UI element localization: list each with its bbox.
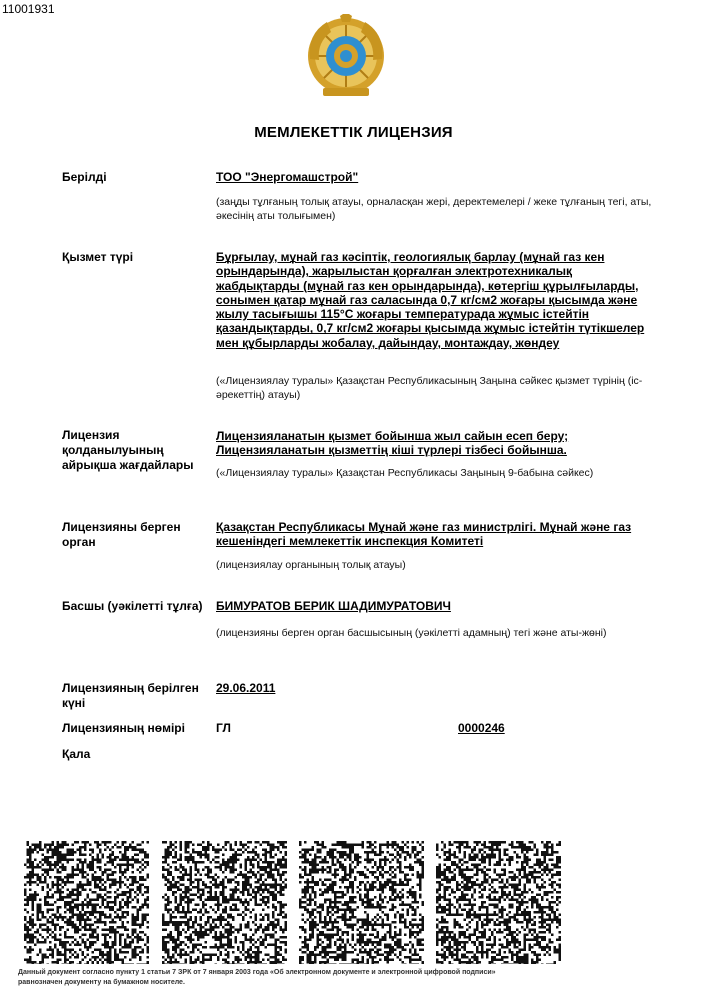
conditions-value: Лицензияланатын қызмет бойынша жыл сайын есеп беру; Лицензияланатын қызметтің кіші түрлері тізбесі бойынша. (216, 429, 569, 458)
conditions-note: («Лицензиялау туралы» Қазақстан Республикасы Заңының 9-бабына сәйкес) (216, 467, 594, 479)
issued-to-value: ТОО "Энергомашстрой" (216, 170, 359, 184)
conditions-label: Лицензия қолданылуының айрықша жағдайлары (62, 428, 194, 472)
license-number-label: Лицензияның нөмірі (62, 721, 185, 735)
license-series: ГЛ (216, 721, 231, 735)
activity-type-value: Бұрғылау, мұнай газ кәсіптік, геологиялық барлау (мұнай газ кен орындарында), жарылыстан қорғалған электротехникалық жабдықтарды (мұнай газ кен орындарында), көтергіш құрылғыларды, сонымен қатар мұнай газ саласында 0,7 кг/см2 жоғары қысымда және жылу тасығышы 115°С жоғары температурада жұмыс істейтін қазандықтарды, 0,7 кг/см2 жоғары қысымда жұмыс істейтін түтікшелер мен құбырларды жобалау, дайындау, монтаждау, жөндеу (216, 250, 645, 350)
activity-type-label: Қызмет түрі (62, 250, 134, 264)
qr-code-3 (299, 841, 424, 964)
issue-date-label: Лицензияның берілген күні (62, 681, 199, 710)
license-number-value: 0000246 (458, 721, 505, 735)
issued-to-label: Берілді (62, 170, 107, 184)
head-value: БИМУРАТОВ БЕРИК ШАДИМУРАТОВИЧ (216, 599, 451, 613)
qr-code-4 (436, 841, 561, 964)
issuing-body-note: (лицензиялау органының толық атауы) (216, 559, 406, 571)
document-number: 11001931 (2, 2, 55, 16)
head-note: (лицензияны берген орган басшысының (уәкілетті адамның) тегі және аты-жөні) (216, 627, 607, 639)
issued-to-note: (заңды тұлғаның толық атауы, орналасқан жері, деректемелері / жеке тұлғаның тегі, аты, әкесінің аты толығымен) (216, 196, 652, 222)
document-title: МЕМЛЕКЕТТІК ЛИЦЕНЗИЯ (254, 124, 453, 141)
footer-line-2: равнозначен документу на бумажном носителе. (18, 979, 185, 986)
qr-code-2 (162, 841, 287, 964)
footer-line-1: Данный документ согласно пункту 1 статьи 7 ЗРК от 7 января 2003 года «Об электронном документе и электронной цифровой подписи» (18, 969, 496, 976)
issuing-body-label: Лицензияны берген орган (62, 520, 181, 549)
qr-code-1 (24, 841, 149, 964)
issue-date-value: 29.06.2011 (216, 681, 276, 695)
activity-type-note: («Лицензиялау туралы» Қазақстан Республикасының Заңына сәйкес қызмет түрінің (іс-әрекеттің) атауы) (216, 375, 643, 401)
issuing-body-value: Қазақстан Республикасы Мұнай және газ министрлігі. Мұнай және газ кешеніндегі мемлекеттік инспекция Комитеті (216, 520, 632, 549)
city-label: Қала (62, 747, 91, 761)
kazakhstan-emblem-icon (305, 14, 387, 100)
footer-note (18, 968, 618, 988)
head-label: Басшы (уәкілетті тұлға) (62, 599, 203, 613)
